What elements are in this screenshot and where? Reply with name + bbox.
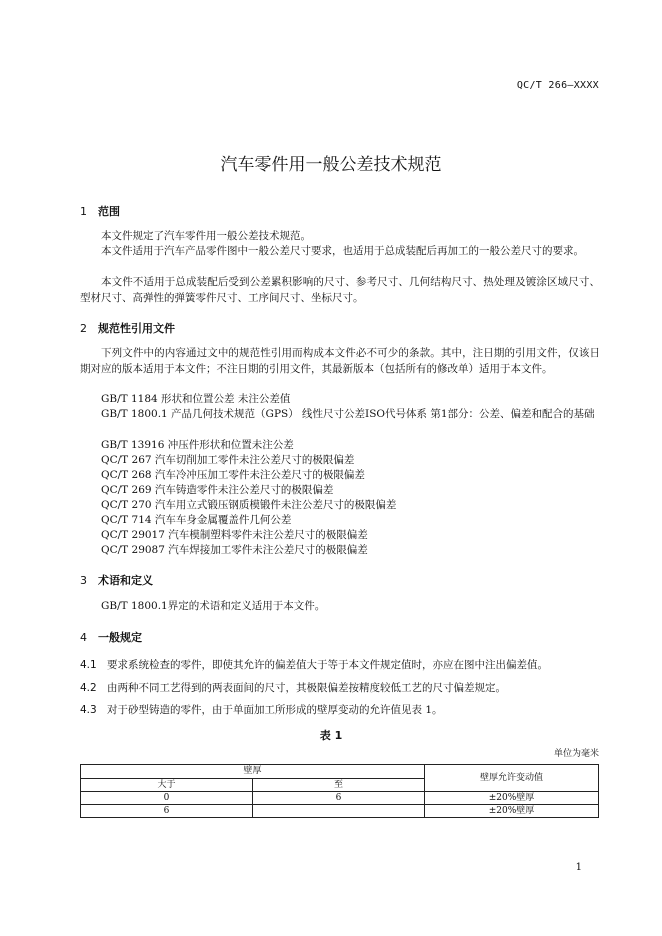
header-greater-than: 大于 <box>81 778 253 792</box>
paragraph: GB/T 1800.1界定的术语和定义适用于本文件。 <box>101 600 326 612</box>
clause-4-2 <box>80 680 506 695</box>
section-title: 规范性引用文件 <box>98 322 175 335</box>
section-title: 范围 <box>98 205 120 218</box>
section-number: 4 <box>80 631 87 644</box>
reference-item: QC/T 268 汽车冷冲压加工零件未注公差尺寸的极限偏差 <box>101 469 365 481</box>
section-number: 1 <box>80 205 87 218</box>
cell-greater-than: 6 <box>81 805 253 818</box>
header-thickness: 壁厚 <box>81 765 425 779</box>
paragraph: 下列文件中的内容通过文中的规范性引用而构成本文件必不可少的条款。其中，注日期的引用文件，仅该日期对应的版本适用于本文件；不注日期的引用文件，其最新版本（包括所有的修改单）适用于本文件。 <box>80 347 600 375</box>
wall-thickness-table <box>80 764 599 818</box>
cell-greater-than: 0 <box>81 792 253 805</box>
reference-item: QC/T 267 汽车切削加工零件未注公差尺寸的极限偏差 <box>101 454 355 466</box>
reference-item: QC/T 269 汽车铸造零件未注公差尺寸的极限偏差 <box>101 484 334 496</box>
table-row <box>81 805 599 818</box>
section-title: 一般规定 <box>98 631 142 644</box>
table-caption: 表 1 <box>319 729 343 742</box>
table-unit: 单位为毫米 <box>553 749 599 759</box>
clause-4-3 <box>80 702 443 717</box>
reference-item: QC/T 714 汽车车身金属覆盖件几何公差 <box>101 514 292 526</box>
section-1-heading <box>80 203 120 219</box>
clause-text: 由两种不同工艺得到的两表面间的尺寸，其极限偏差按精度较低工艺的尺寸偏差规定。 <box>107 682 506 694</box>
page-number: 1 <box>575 862 582 873</box>
clause-number: 4.2 <box>80 682 97 694</box>
cell-allowance: ±20%壁厚 <box>425 805 599 818</box>
clause-4-1 <box>80 657 548 672</box>
cell-allowance: ±20%壁厚 <box>425 792 599 805</box>
paragraph: 本文件适用于汽车产品零件图中一般公差尺寸要求，也适用于总成装配后再加工的一般公差尺寸的要求。 <box>101 245 584 257</box>
section-title: 术语和定义 <box>98 574 153 587</box>
clause-number: 4.3 <box>80 704 97 716</box>
reference-item: GB/T 1800.1 产品几何技术规范（GPS） 线性尺寸公差ISO代号体系 第1部分：公差、偏差和配合的基础 <box>101 408 595 420</box>
paragraph: 本文件规定了汽车零件用一般公差技术规范。 <box>101 230 311 242</box>
reference-item: QC/T 29087 汽车焊接加工零件未注公差尺寸的极限偏差 <box>101 544 368 556</box>
standard-number: QC/T 266—XXXX <box>516 80 599 91</box>
cell-up-to <box>253 805 425 818</box>
paragraph: 本文件不适用于总成装配后受到公差累积影响的尺寸、参考尺寸、几何结构尺寸、热处理及镀涂区域尺寸、型材尺寸、高弹性的弹簧零件尺寸、工序间尺寸、坐标尺寸。 <box>80 276 600 304</box>
reference-item: QC/T 29017 汽车模制塑料零件未注公差尺寸的极限偏差 <box>101 529 368 541</box>
reference-item: GB/T 1184 形状和位置公差 未注公差值 <box>101 393 291 405</box>
section-number: 3 <box>80 574 87 587</box>
section-2-heading <box>80 320 175 336</box>
header-allowance: 壁厚允许变动值 <box>425 765 599 792</box>
clause-text: 要求系统检查的零件，即使其允许的偏差值大于等于本文件规定值时，亦应在图中注出偏差值。 <box>107 659 548 671</box>
reference-item: GB/T 13916 冲压件形状和位置未注公差 <box>101 439 294 451</box>
section-4-heading <box>80 629 142 645</box>
clause-text: 对于砂型铸造的零件，由于单面加工所形成的壁厚变动的允许值见表 1。 <box>107 704 443 716</box>
cell-up-to: 6 <box>253 792 425 805</box>
clause-number: 4.1 <box>80 659 97 671</box>
section-number: 2 <box>80 322 87 335</box>
header-up-to: 至 <box>253 778 425 792</box>
table-row <box>81 792 599 805</box>
document-title: 汽车零件用一般公差技术规范 <box>220 155 442 175</box>
section-3-heading <box>80 572 153 588</box>
reference-item: QC/T 270 汽车用立式锻压钢质模锻件未注公差尺寸的极限偏差 <box>101 499 397 511</box>
